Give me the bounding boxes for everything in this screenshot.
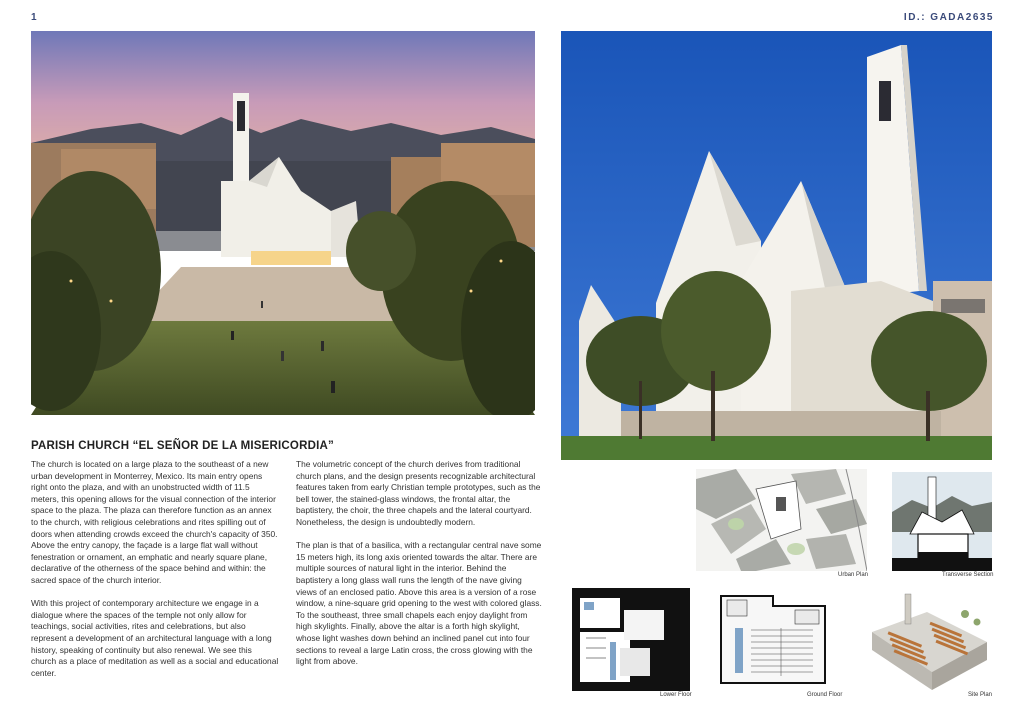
ground-floor-drawing bbox=[713, 588, 841, 691]
lower-floor-drawing bbox=[572, 588, 690, 691]
paragraph: The volumetric concept of the church derives from traditional church plans, and the design presents recognizable architectural features taken from early Christian temple prototypes, such as the bell tower, the stained-glass windows, the frontal altar, the baptistery, the choir, the three chapels and the lateral courtyard. Nonetheless, the design is undoubtedly modern. bbox=[296, 459, 541, 527]
bell-tower-photo bbox=[561, 31, 992, 460]
ground-floor-caption: Ground Floor bbox=[807, 692, 843, 698]
transverse-section-caption: Transverse Section bbox=[942, 572, 994, 578]
paragraph: The church is located on a large plaza to the southeast of a new urban development in Monterrey, Mexico. Its main entry opens right onto the plaza, and with an unobstructed width of 11.5 meters, this opening allows for the visual connection of the interior space to the plaza. The plaza can therefore function as an annex to the church, with religious celebrations and rites spilling out of doors when attending crowds exceed the church's capacity of 350. Above the entry canopy, the façade is a large flat wall without fenestration or ornament, an emphatic and nearly square plane, declarative of the otherness of the space behind and within: the sacred space of the church interior. bbox=[31, 459, 278, 585]
project-id: ID.: GADA2635 bbox=[903, 12, 994, 23]
urban-plan-drawing bbox=[696, 469, 867, 571]
paragraph: The plan is that of a basilica, with a rectangular central nave some 15 meters high, its long axis oriented towards the altar. There are multiple sources of natural light in the interior. Behind the baptistery a long glass wall runs the length of the nave giving views of an enclosed patio. Above this area is a version of a rose window, a nine-square grid opening to the west with colored glass. To the southeast, three small chapels each enjoy daylight from high skylights. Finally, above the altar is a forth high skylight, whose light washes down behind an inclined panel cut into four sections to reveal a large Latin cross, the cross glowing with the light from above. bbox=[296, 540, 542, 667]
site-plan-drawing bbox=[867, 592, 992, 691]
lower-floor-caption: Lower Floor bbox=[660, 692, 692, 698]
plaza-dusk-photo bbox=[31, 31, 535, 415]
urban-plan-caption: Urban Plan bbox=[838, 572, 869, 578]
paragraph: With this project of contemporary architecture we engage in a dialogue where the spaces of the temple not only allow for teachings, social activities, rites and celebrations, but also represent a development of an architectural language with a long history, speaking of continuity but also renewal. We see this church as a place of meditation as well as a social and educational center. bbox=[31, 598, 279, 678]
article-title: PARISH CHURCH “EL SEÑOR DE LA MISERICORDIA” bbox=[31, 440, 334, 452]
transverse-section-drawing bbox=[892, 472, 992, 571]
text-column-right bbox=[296, 459, 543, 679]
site-plan-caption: Site Plan bbox=[968, 692, 993, 698]
text-column-left bbox=[31, 459, 279, 691]
page-number: 1 bbox=[31, 12, 37, 23]
